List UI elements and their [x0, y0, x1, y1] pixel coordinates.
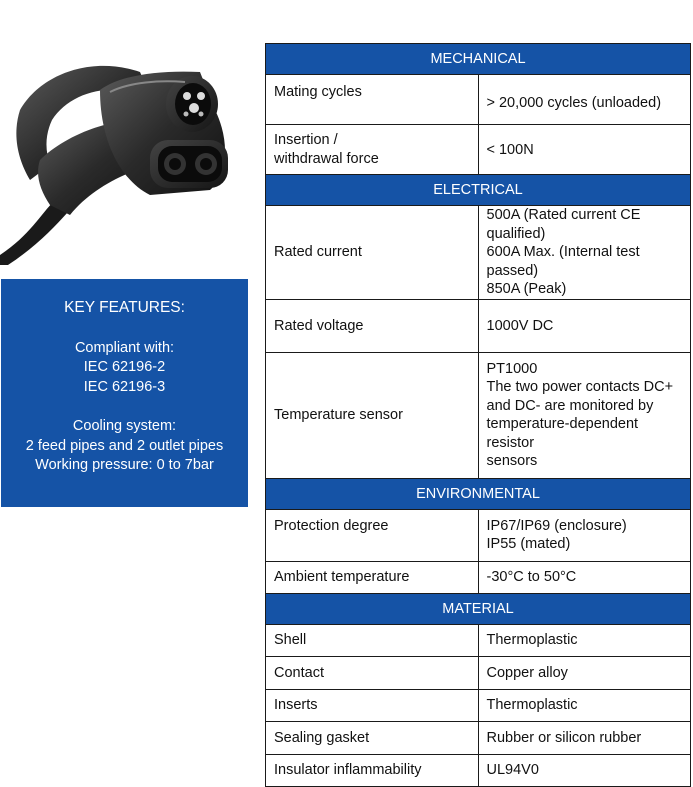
- row-label: Contact: [266, 656, 479, 689]
- row-value: Thermoplastic: [478, 689, 691, 721]
- row-value-line: IP55 (mated): [486, 536, 571, 552]
- row-value-line: 500A (Rated current CE qualified): [486, 207, 641, 242]
- cooling-line: 2 feed pipes and 2 outlet pipes: [25, 437, 224, 454]
- table-row: [266, 624, 691, 656]
- cooling-line: Working pressure: 0 to 7bar: [35, 457, 214, 473]
- row-value-line: temperature-dependent resistor: [486, 416, 639, 451]
- charging-connector-image: [0, 0, 250, 265]
- table-row: [266, 689, 691, 721]
- section-title: ENVIRONMENTAL: [266, 478, 691, 509]
- table-row: [266, 206, 691, 300]
- row-label: Rated current: [266, 206, 479, 300]
- row-label-line: Insertion /: [274, 132, 338, 148]
- section-header-electrical: [266, 175, 691, 206]
- standard-item: IEC 62196-2: [83, 359, 166, 375]
- section-title: MATERIAL: [266, 593, 691, 624]
- section-title: ELECTRICAL: [266, 175, 691, 206]
- section-title: MECHANICAL: [266, 44, 691, 75]
- row-value: [478, 206, 691, 300]
- specification-table: [265, 43, 691, 787]
- row-value: Copper alloy: [478, 656, 691, 689]
- row-value: [478, 509, 691, 561]
- row-value: < 100N: [478, 125, 691, 175]
- table-row: [266, 754, 691, 786]
- row-value: -30°C to 50°C: [478, 561, 691, 593]
- row-value-line: IP67/IP69 (enclosure): [486, 517, 627, 534]
- row-value-line: and DC- are monitored by: [486, 397, 654, 414]
- table-row: [266, 561, 691, 593]
- table-row: [266, 721, 691, 754]
- table-row: [266, 299, 691, 352]
- row-value: UL94V0: [478, 754, 691, 786]
- row-value: [478, 352, 691, 478]
- table-row: [266, 125, 691, 175]
- table-row: [266, 656, 691, 689]
- row-label: Inserts: [266, 689, 479, 721]
- row-label: Mating cycles: [266, 75, 479, 125]
- section-header-material: [266, 593, 691, 624]
- compliance-heading: Compliant with:: [74, 339, 175, 356]
- row-label: [266, 125, 479, 175]
- row-label: Ambient temperature: [266, 561, 479, 593]
- row-label: Temperature sensor: [266, 352, 479, 478]
- row-label: Sealing gasket: [266, 721, 479, 754]
- row-label: Shell: [266, 624, 479, 656]
- product-photo: [0, 0, 250, 265]
- row-value: Rubber or silicon rubber: [478, 721, 691, 754]
- row-value-line: The two power contacts DC+: [486, 379, 674, 395]
- key-features-panel: [1, 279, 248, 507]
- row-label-line: withdrawal force: [274, 150, 379, 167]
- table-row: [266, 75, 691, 125]
- row-label: Rated voltage: [266, 299, 479, 352]
- section-header-environmental: [266, 478, 691, 509]
- row-value-line: 600A Max. (Internal test passed): [486, 244, 640, 279]
- row-value-line: PT1000: [486, 360, 538, 377]
- row-label: Insulator inflammability: [266, 754, 479, 786]
- row-value: Thermoplastic: [478, 624, 691, 656]
- row-value-line: sensors: [486, 453, 538, 469]
- row-value: 1000V DC: [478, 299, 691, 352]
- cooling-heading: Cooling system:: [72, 418, 177, 434]
- table-row: [266, 352, 691, 478]
- table-row: [266, 509, 691, 561]
- row-value: > 20,000 cycles (unloaded): [478, 75, 691, 125]
- section-header-mechanical: [266, 44, 691, 75]
- row-label: Protection degree: [266, 509, 479, 561]
- standard-item: IEC 62196-3: [83, 378, 166, 395]
- key-features-title: KEY FEATURES:: [64, 299, 185, 316]
- row-value-line: 850A (Peak): [486, 281, 567, 297]
